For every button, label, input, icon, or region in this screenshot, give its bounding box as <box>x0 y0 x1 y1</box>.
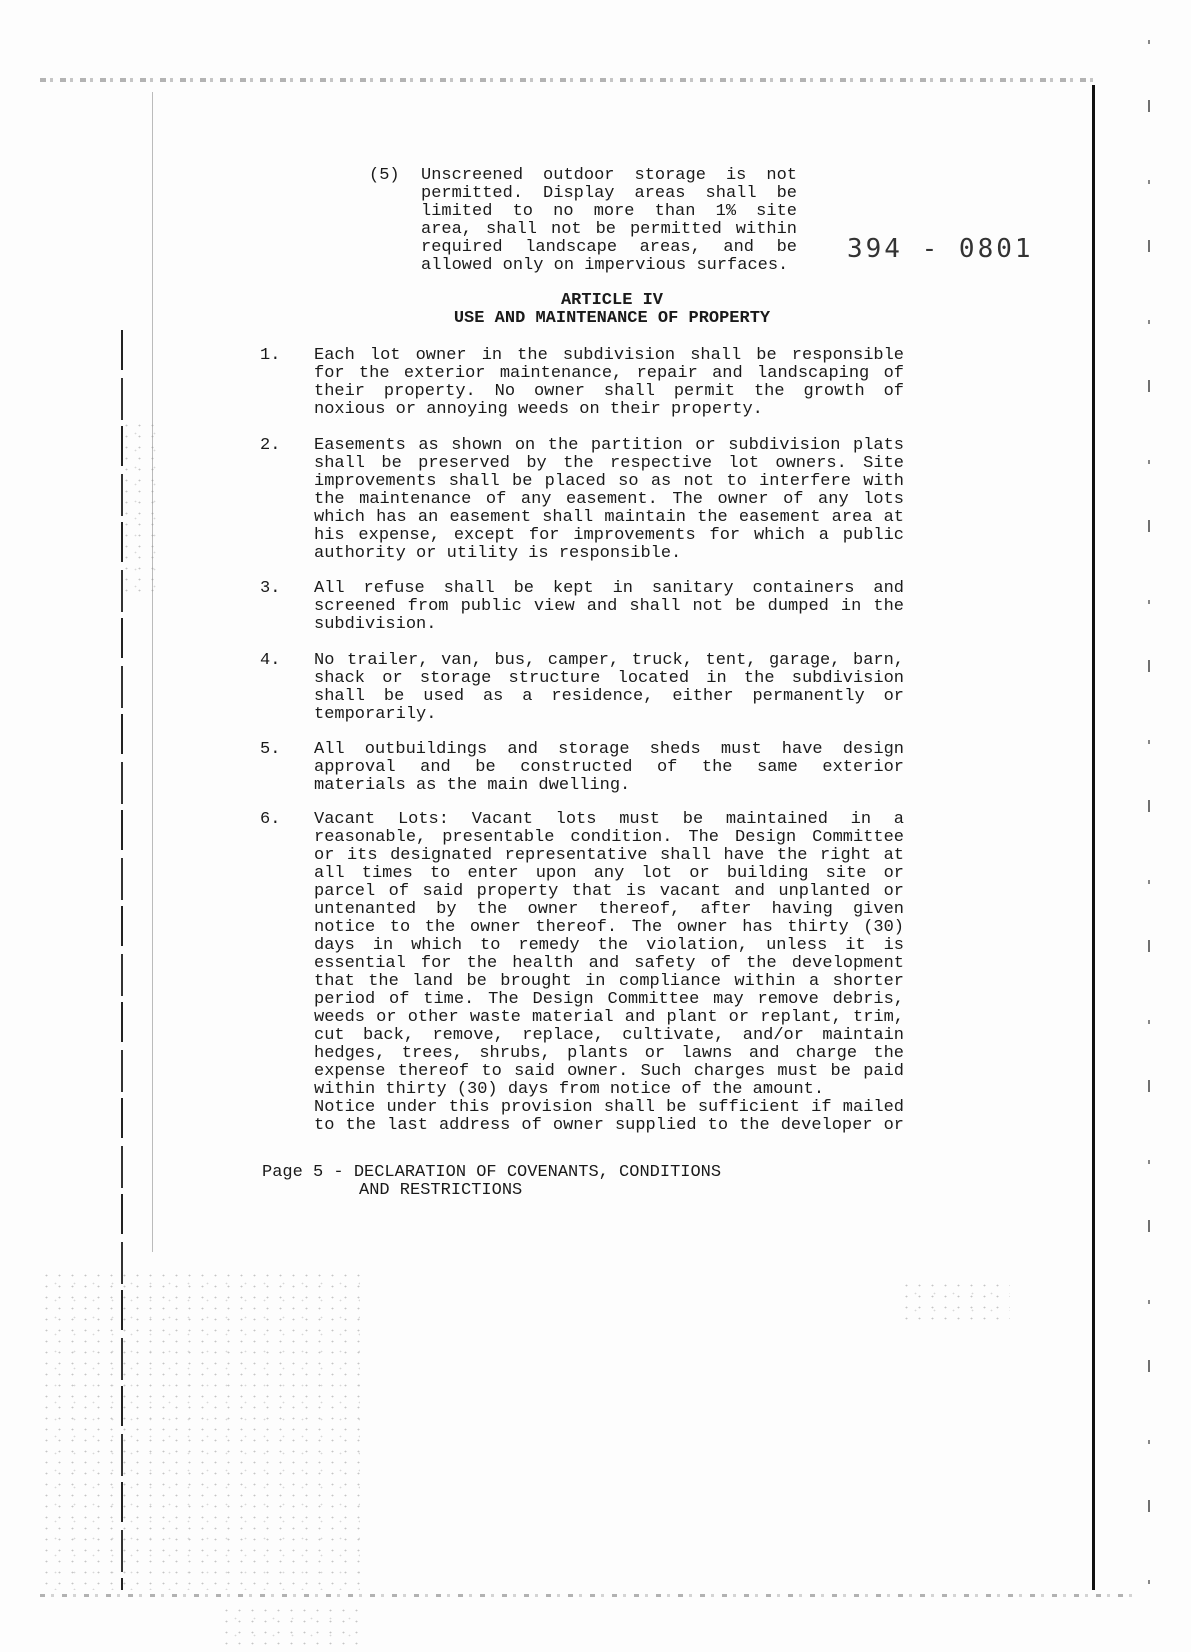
text-line: days in which to remedy the violation, unless it is <box>314 936 904 955</box>
text-line: required landscape areas, and be <box>421 238 797 257</box>
text-line: authority or utility is responsible. <box>314 544 682 563</box>
text-line: period of time. The Design Committee may remove debris, <box>314 990 904 1009</box>
text-line: cut back, remove, replace, cultivate, and/or maintain <box>314 1026 904 1045</box>
text-line: allowed only on impervious surfaces. <box>421 256 789 275</box>
text-line: essential for the health and safety of the development <box>314 954 904 973</box>
scan-noise <box>900 1280 1010 1320</box>
text-line: all times to enter upon any lot or building site or <box>314 864 904 883</box>
page-footer-line-2: AND RESTRICTIONS <box>359 1181 523 1200</box>
scan-margin-line-far-right <box>1148 40 1150 1620</box>
intro-marker: (5) <box>369 166 400 185</box>
item-number: 6. <box>260 810 281 829</box>
text-line: their property. No owner shall permit the growth of <box>314 382 904 401</box>
text-line: materials as the main dwelling. <box>314 776 631 795</box>
intro-paragraph <box>421 167 797 275</box>
text-line: noxious or annoying weeds on their property. <box>314 400 763 419</box>
text-line: weeds or other waste material and plant or replant, trim, <box>314 1008 904 1027</box>
text-line: to the last address of owner supplied to the developer or <box>314 1116 904 1135</box>
scan-noise <box>220 1605 360 1650</box>
text-line: that the land be brought in compliance within a shorter <box>314 972 904 991</box>
text-line: hedges, trees, shrubs, plants or lawns and charge the <box>314 1044 904 1063</box>
text-line: All refuse shall be kept in sanitary containers and <box>314 579 904 598</box>
text-line: parcel of said property that is vacant and unplanted or <box>314 882 904 901</box>
text-line: screened from public view and shall not be dumped in the <box>314 597 904 616</box>
scan-edge-bottom <box>40 1594 1140 1597</box>
text-line: Notice under this provision shall be sufficient if mailed <box>314 1098 904 1117</box>
item-number: 5. <box>260 740 281 759</box>
text-line: untenanted by the owner thereof, after having given <box>314 900 904 919</box>
scan-noise <box>40 1270 360 1590</box>
text-line: notice to the owner thereof. The owner has thirty (30) <box>314 918 904 937</box>
text-line: Each lot owner in the subdivision shall be responsible <box>314 346 904 365</box>
item-paragraph <box>314 741 904 795</box>
text-line: approval and be constructed of the same exterior <box>314 758 904 777</box>
recording-number-stamp: 394 - 0801 <box>847 234 1034 264</box>
text-line: Unscreened outdoor storage is not <box>421 166 797 185</box>
text-line: shall be preserved by the respective lot owners. Site <box>314 454 904 473</box>
scan-noise <box>120 420 160 600</box>
text-line: his expense, except for improvements for which a public <box>314 526 904 545</box>
text-line: for the exterior maintenance, repair and landscaping of <box>314 364 904 383</box>
item-paragraph <box>314 347 904 419</box>
item-number: 3. <box>260 579 281 598</box>
item-number: 1. <box>260 346 281 365</box>
text-line: or its designated representative shall have the right at <box>314 846 904 865</box>
item-paragraph <box>314 811 904 1135</box>
text-line: expense thereof to said owner. Such charges must be paid <box>314 1062 904 1081</box>
item-paragraph <box>314 580 904 634</box>
text-line: Vacant Lots: Vacant lots must be maintained in a <box>314 810 904 829</box>
item-paragraph <box>314 437 904 563</box>
text-line: area, shall not be permitted within <box>421 220 797 239</box>
text-line: No trailer, van, bus, camper, truck, tent, garage, barn, <box>314 651 904 670</box>
text-line: limited to no more than 1% site <box>421 202 797 221</box>
article-number: ARTICLE IV <box>560 291 664 310</box>
text-line: which has an easement shall maintain the easement area at <box>314 508 904 527</box>
scan-margin-line-right <box>1092 85 1095 1590</box>
item-paragraph <box>314 652 904 724</box>
text-line: the maintenance of any easement. The owner of any lots <box>314 490 904 509</box>
page-footer-line-1: Page 5 - DECLARATION OF COVENANTS, CONDITIONS <box>262 1163 722 1182</box>
text-line: improvements shall be placed so as not to interfere with <box>314 472 904 491</box>
text-line: permitted. Display areas shall be <box>421 184 797 203</box>
text-line: subdivision. <box>314 615 437 634</box>
item-number: 2. <box>260 436 281 455</box>
text-line: shack or storage structure located in the subdivision <box>314 669 904 688</box>
text-line: shall be used as a residence, either permanently or <box>314 687 904 706</box>
text-line: All outbuildings and storage sheds must have design <box>314 740 904 759</box>
text-line: within thirty (30) days from notice of the amount. <box>314 1080 825 1099</box>
text-line: temporarily. <box>314 705 437 724</box>
article-title: USE AND MAINTENANCE OF PROPERTY <box>453 309 771 328</box>
scan-margin-line-left-thin <box>152 92 153 1252</box>
text-line: reasonable, presentable condition. The Design Committee <box>314 828 904 847</box>
scan-edge-top <box>40 78 1100 82</box>
text-line: Easements as shown on the partition or subdivision plats <box>314 436 904 455</box>
item-number: 4. <box>260 651 281 670</box>
